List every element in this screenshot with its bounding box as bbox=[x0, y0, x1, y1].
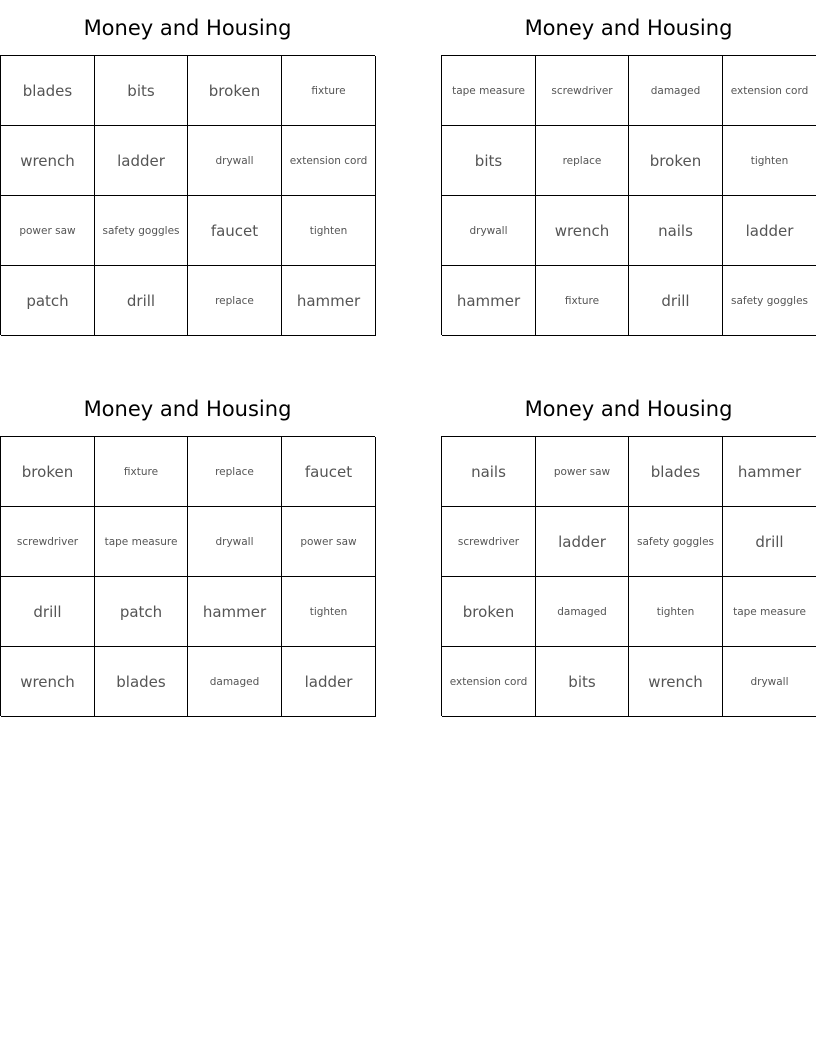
card-title: Money and Housing bbox=[524, 16, 733, 40]
bingo-card-4 bbox=[441, 381, 816, 716]
bingo-cell: ladder bbox=[282, 647, 376, 717]
bingo-cell: extension cord bbox=[282, 126, 376, 196]
bingo-card-1 bbox=[0, 0, 375, 335]
bingo-cell: tighten bbox=[282, 196, 376, 266]
bingo-cell: extension cord bbox=[723, 56, 816, 126]
bingo-cell: tape measure bbox=[442, 56, 536, 126]
bingo-cell: safety goggles bbox=[95, 196, 188, 266]
bingo-cell: replace bbox=[188, 437, 282, 507]
bingo-cell: drill bbox=[629, 266, 723, 336]
bingo-cell: drywall bbox=[188, 126, 282, 196]
bingo-card-2 bbox=[441, 0, 816, 335]
bingo-cell: bits bbox=[95, 56, 188, 126]
bingo-cell: drill bbox=[1, 577, 95, 647]
bingo-grid bbox=[441, 436, 816, 716]
bingo-cell: replace bbox=[536, 126, 629, 196]
bingo-cell: extension cord bbox=[442, 647, 536, 717]
bingo-cell: damaged bbox=[629, 56, 723, 126]
bingo-cell: blades bbox=[629, 437, 723, 507]
bingo-cell: replace bbox=[188, 266, 282, 336]
bingo-card-3 bbox=[0, 381, 375, 716]
bingo-cell: drywall bbox=[723, 647, 816, 717]
bingo-cell: screwdriver bbox=[1, 507, 95, 577]
bingo-cell: ladder bbox=[723, 196, 816, 266]
bingo-cell: wrench bbox=[629, 647, 723, 717]
bingo-cell: wrench bbox=[536, 196, 629, 266]
bingo-cell: screwdriver bbox=[536, 56, 629, 126]
bingo-cell: nails bbox=[442, 437, 536, 507]
bingo-grid bbox=[0, 55, 375, 335]
bingo-cell: broken bbox=[442, 577, 536, 647]
bingo-cell: bits bbox=[536, 647, 629, 717]
bingo-cell: faucet bbox=[282, 437, 376, 507]
bingo-cell: ladder bbox=[95, 126, 188, 196]
bingo-cell: broken bbox=[629, 126, 723, 196]
bingo-cell: safety goggles bbox=[629, 507, 723, 577]
bingo-cell: tape measure bbox=[95, 507, 188, 577]
bingo-cell: nails bbox=[629, 196, 723, 266]
bingo-cell: tighten bbox=[629, 577, 723, 647]
bingo-cell: drywall bbox=[188, 507, 282, 577]
bingo-cell: tighten bbox=[282, 577, 376, 647]
bingo-cell: screwdriver bbox=[442, 507, 536, 577]
bingo-cell: safety goggles bbox=[723, 266, 816, 336]
bingo-cell: wrench bbox=[1, 647, 95, 717]
bingo-grid bbox=[441, 55, 816, 335]
bingo-cell: damaged bbox=[536, 577, 629, 647]
bingo-cell: tighten bbox=[723, 126, 816, 196]
bingo-cell: broken bbox=[1, 437, 95, 507]
bingo-cell: power saw bbox=[1, 196, 95, 266]
bingo-cell: fixture bbox=[95, 437, 188, 507]
bingo-cell: power saw bbox=[282, 507, 376, 577]
bingo-cell: drill bbox=[723, 507, 816, 577]
bingo-cell: blades bbox=[1, 56, 95, 126]
bingo-cell: patch bbox=[1, 266, 95, 336]
bingo-cell: fixture bbox=[282, 56, 376, 126]
bingo-cell: tape measure bbox=[723, 577, 816, 647]
bingo-grid bbox=[0, 436, 375, 716]
bingo-cell: wrench bbox=[1, 126, 95, 196]
bingo-cell: hammer bbox=[188, 577, 282, 647]
bingo-cell: hammer bbox=[282, 266, 376, 336]
bingo-cell: drywall bbox=[442, 196, 536, 266]
bingo-cell: power saw bbox=[536, 437, 629, 507]
bingo-cell: faucet bbox=[188, 196, 282, 266]
bingo-cell: blades bbox=[95, 647, 188, 717]
card-title: Money and Housing bbox=[524, 397, 733, 421]
card-title: Money and Housing bbox=[83, 397, 292, 421]
bingo-cell: ladder bbox=[536, 507, 629, 577]
bingo-cell: fixture bbox=[536, 266, 629, 336]
bingo-cell: damaged bbox=[188, 647, 282, 717]
bingo-cell: patch bbox=[95, 577, 188, 647]
bingo-cell: bits bbox=[442, 126, 536, 196]
card-title: Money and Housing bbox=[83, 16, 292, 40]
bingo-cell: drill bbox=[95, 266, 188, 336]
bingo-cell: hammer bbox=[442, 266, 536, 336]
bingo-cell: broken bbox=[188, 56, 282, 126]
bingo-cell: hammer bbox=[723, 437, 816, 507]
